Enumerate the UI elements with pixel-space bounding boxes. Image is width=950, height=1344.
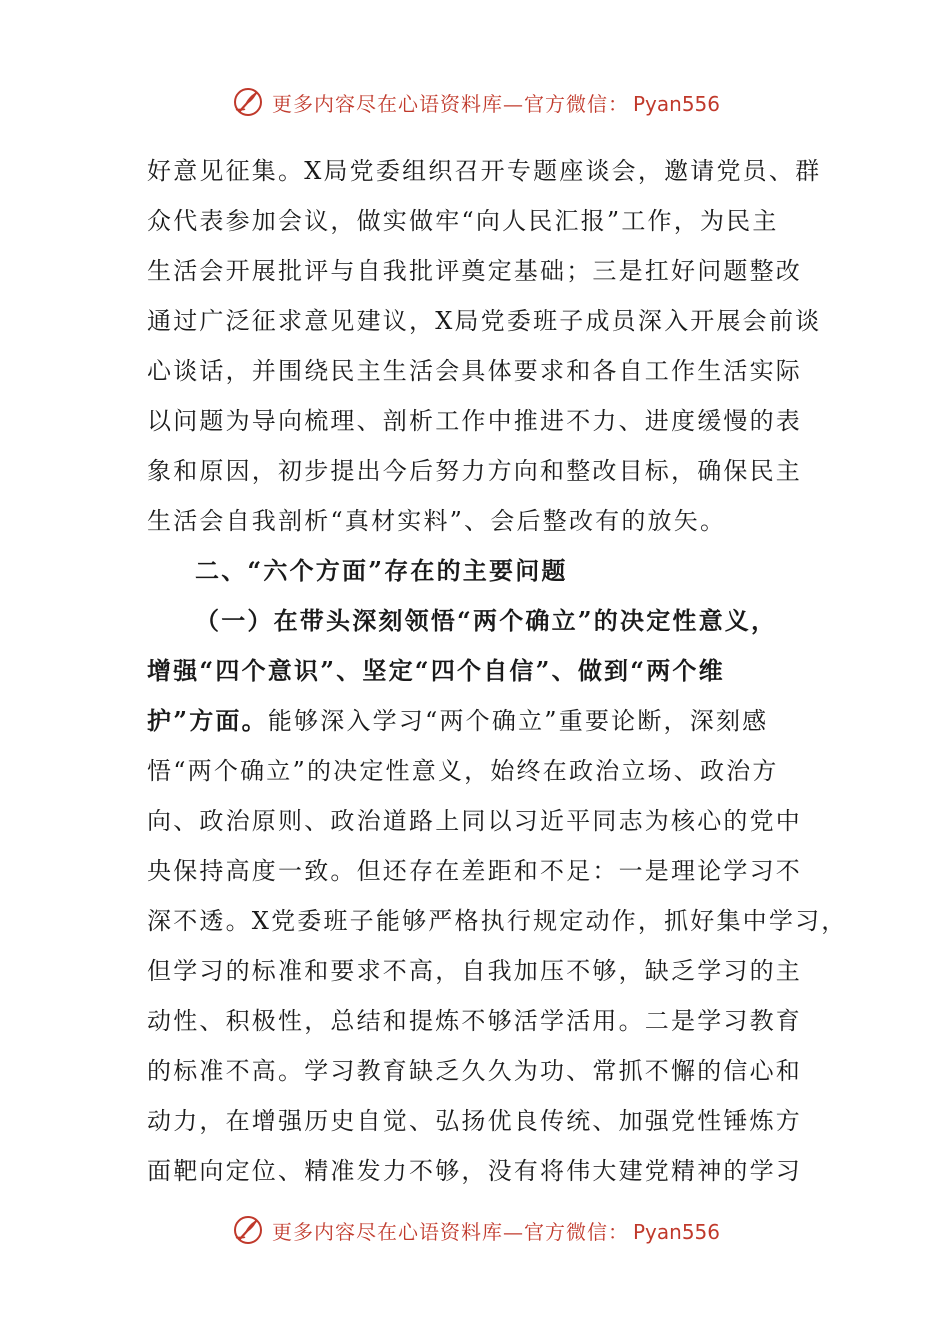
text-line: 象和原因，初步提出今后努力方向和整改目标，确保民主 — [147, 457, 802, 485]
paragraph-1 — [147, 146, 823, 546]
text-line: 悟“两个确立”的决定性意义，始终在政治立场、政治方 — [147, 757, 779, 785]
text-line: 心谈话，并围绕民主生活会具体要求和各自工作生活实际 — [147, 357, 802, 385]
text-line: 生活会自我剖析“真材实料”、会后整改有的放矢。 — [147, 507, 727, 535]
text-line: 但学习的标准和要求不高，自我加压不够，缺乏学习的主 — [147, 957, 802, 985]
watermark-text: 更多内容尽在心语资料库—官方微信： Pyan556 — [271, 1219, 720, 1244]
text-line: 生活会开展批评与自我批评奠定基础；三是扛好问题整改 — [147, 257, 802, 285]
text-line: 通过广泛征求意见建议，X局党委班子成员深入开展会前谈 — [147, 307, 822, 335]
text-line: 央保持高度一致。但还存在差距和不足：一是理论学习不 — [147, 857, 802, 885]
body-text-start: 能够深入学习“两个确立”重要论断，深刻感 — [267, 707, 769, 735]
text-line: 深不透。X党委班子能够严格执行规定动作，抓好集中学习， — [147, 907, 848, 935]
subheading-line: （一）在带头深刻领悟“两个确立”的决定性意义， — [195, 606, 778, 635]
subheading-line: 增强“四个意识”、坚定“四个自信”、做到“两个维 — [147, 656, 725, 685]
subheading-line — [147, 696, 823, 746]
subheading-tail: 护”方面。 — [147, 706, 268, 735]
section-heading: 二、“六个方面”存在的主要问题 — [195, 556, 568, 585]
paragraph-2 — [147, 746, 848, 1196]
document-body — [147, 146, 848, 1196]
text-line: 的标准不高。学习教育缺乏久久为功、常抓不懈的信心和 — [147, 1057, 802, 1085]
text-line: 面靶向定位、精准发力不够，没有将伟大建党精神的学习 — [147, 1157, 802, 1185]
text-line: 众代表参加会议，做实做牢“向人民汇报”工作，为民主 — [147, 207, 779, 235]
quill-logo-icon — [230, 1212, 266, 1248]
text-line: 动性、积极性，总结和提炼不够活学活用。二是学习教育 — [147, 1007, 802, 1035]
text-line: 以问题为导向梳理、剖析工作中推进不力、进度缓慢的表 — [147, 407, 802, 435]
watermark-text: 更多内容尽在心语资料库—官方微信： Pyan556 — [271, 91, 720, 116]
text-line: 动力，在增强历史自觉、弘扬优良传统、加强党性锤炼方 — [147, 1107, 802, 1135]
text-line: 好意见征集。X局党委组织召开专题座谈会，邀请党员、群 — [147, 157, 822, 185]
watermark-header — [0, 80, 950, 124]
quill-logo-icon — [230, 84, 266, 120]
text-line: 向、政治原则、政治道路上同以习近平同志为核心的党中 — [147, 807, 802, 835]
watermark-footer — [0, 1208, 950, 1252]
